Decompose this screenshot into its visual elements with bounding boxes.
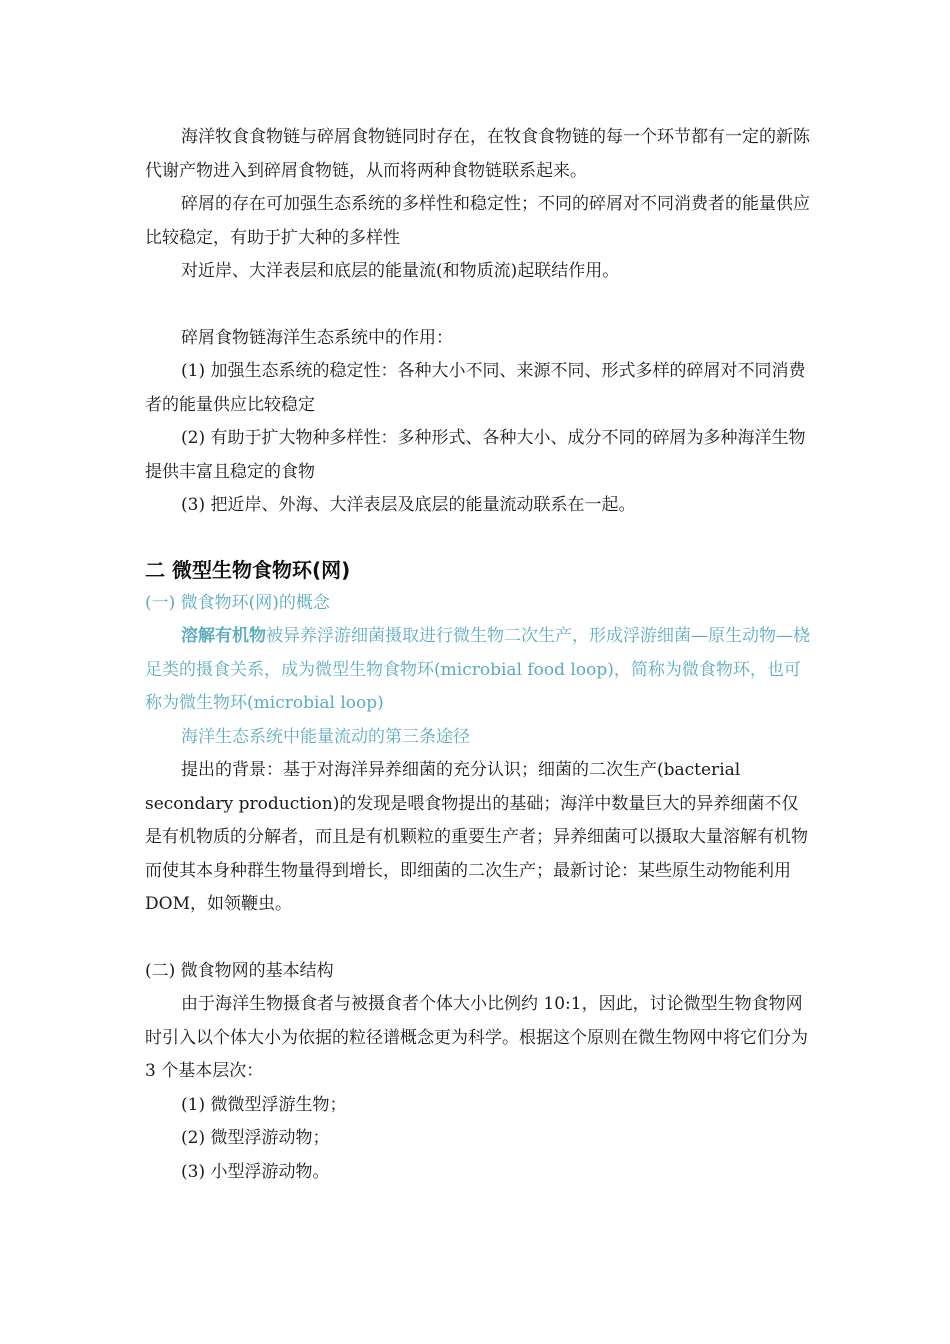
spacer — [145, 922, 810, 955]
list-item-level-2: (2) 微型浮游动物； — [181, 1128, 330, 1148]
spacer — [145, 289, 810, 322]
subheading-concept: (一) 微食物环(网)的概念 — [145, 592, 330, 613]
paragraph-energy-linkage: 对近岸、大洋表层和底层的能量流(和物质流)起联结作用。 — [181, 261, 620, 281]
subheading-structure: (二) 微食物网的基本结构 — [145, 960, 334, 981]
list-item-role-3: (3) 把近岸、外海、大洋表层及底层的能量流动联系在一起。 — [181, 495, 636, 515]
section-heading-microbial-loop: 二 微型生物食物环(网) — [145, 557, 351, 582]
paragraph-detritus-roles-intro: 碎屑食物链海洋生态系统中的作用： — [181, 327, 453, 348]
highlighted-term: 溶解有机物 — [181, 626, 266, 646]
definition-text: 被异养浮游细菌摄取进行微生物二次生产，形成浮游细菌—原生动物—桡足类的摄食关系，成为微型生物食物环(microbial food loop)，简称为微食物环，也可称为微生物环(microbial loop) — [145, 626, 810, 713]
list-item-role-1: (1) 加强生态系统的稳定性：各种大小不同、来源不同、形式多样的碎屑对不同消费者的能量供应比较稳定 — [145, 361, 806, 415]
list-item-level-1: (1) 微微型浮游生物； — [181, 1094, 347, 1115]
list-item-level-3: (3) 小型浮游动物。 — [181, 1161, 330, 1182]
paragraph-microbial-loop-definition — [145, 620, 810, 721]
paragraph-background: 提出的背景：基于对海洋异养细菌的充分认识；细菌的二次生产(bacterial secondary production)的发现是喂食物提出的基础；海洋中数量巨大的异养细菌不仅是有机物质的分解者，而且是有机颗粒的重要生产者；异养细菌可以摄取大量溶解有机物而使其本身种群生物量得到增长，即细菌的二次生产；最新讨论：某些原生动物能利用 DOM，如领鞭虫。 — [145, 760, 808, 914]
paragraph-size-spectrum: 由于海洋生物摄食者与被摄食者个体大小比例约 10:1，因此，讨论微型生物食物网时引入以个体大小为依据的粒径谱概念更为科学。根据这个原则在微生物网中将它们分为 3 个基本层次： — [145, 994, 808, 1081]
document-body — [145, 121, 810, 1189]
paragraph-food-chain-link: 海洋牧食食物链与碎屑食物链同时存在，在牧食食物链的每一个环节都有一定的新陈代谢产物进入到碎屑食物链，从而将两种食物链联系起来。 — [145, 127, 810, 181]
paragraph-detritus-diversity: 碎屑的存在可加强生态系统的多样性和稳定性；不同的碎屑对不同消费者的能量供应比较稳定，有助于扩大种的多样性 — [145, 194, 810, 248]
list-item-role-2: (2) 有助于扩大物种多样性：多种形式、各种大小、成分不同的碎屑为多种海洋生物提供丰富且稳定的食物 — [145, 428, 806, 482]
spacer — [145, 523, 810, 553]
paragraph-third-pathway: 海洋生态系统中能量流动的第三条途径 — [181, 726, 470, 747]
